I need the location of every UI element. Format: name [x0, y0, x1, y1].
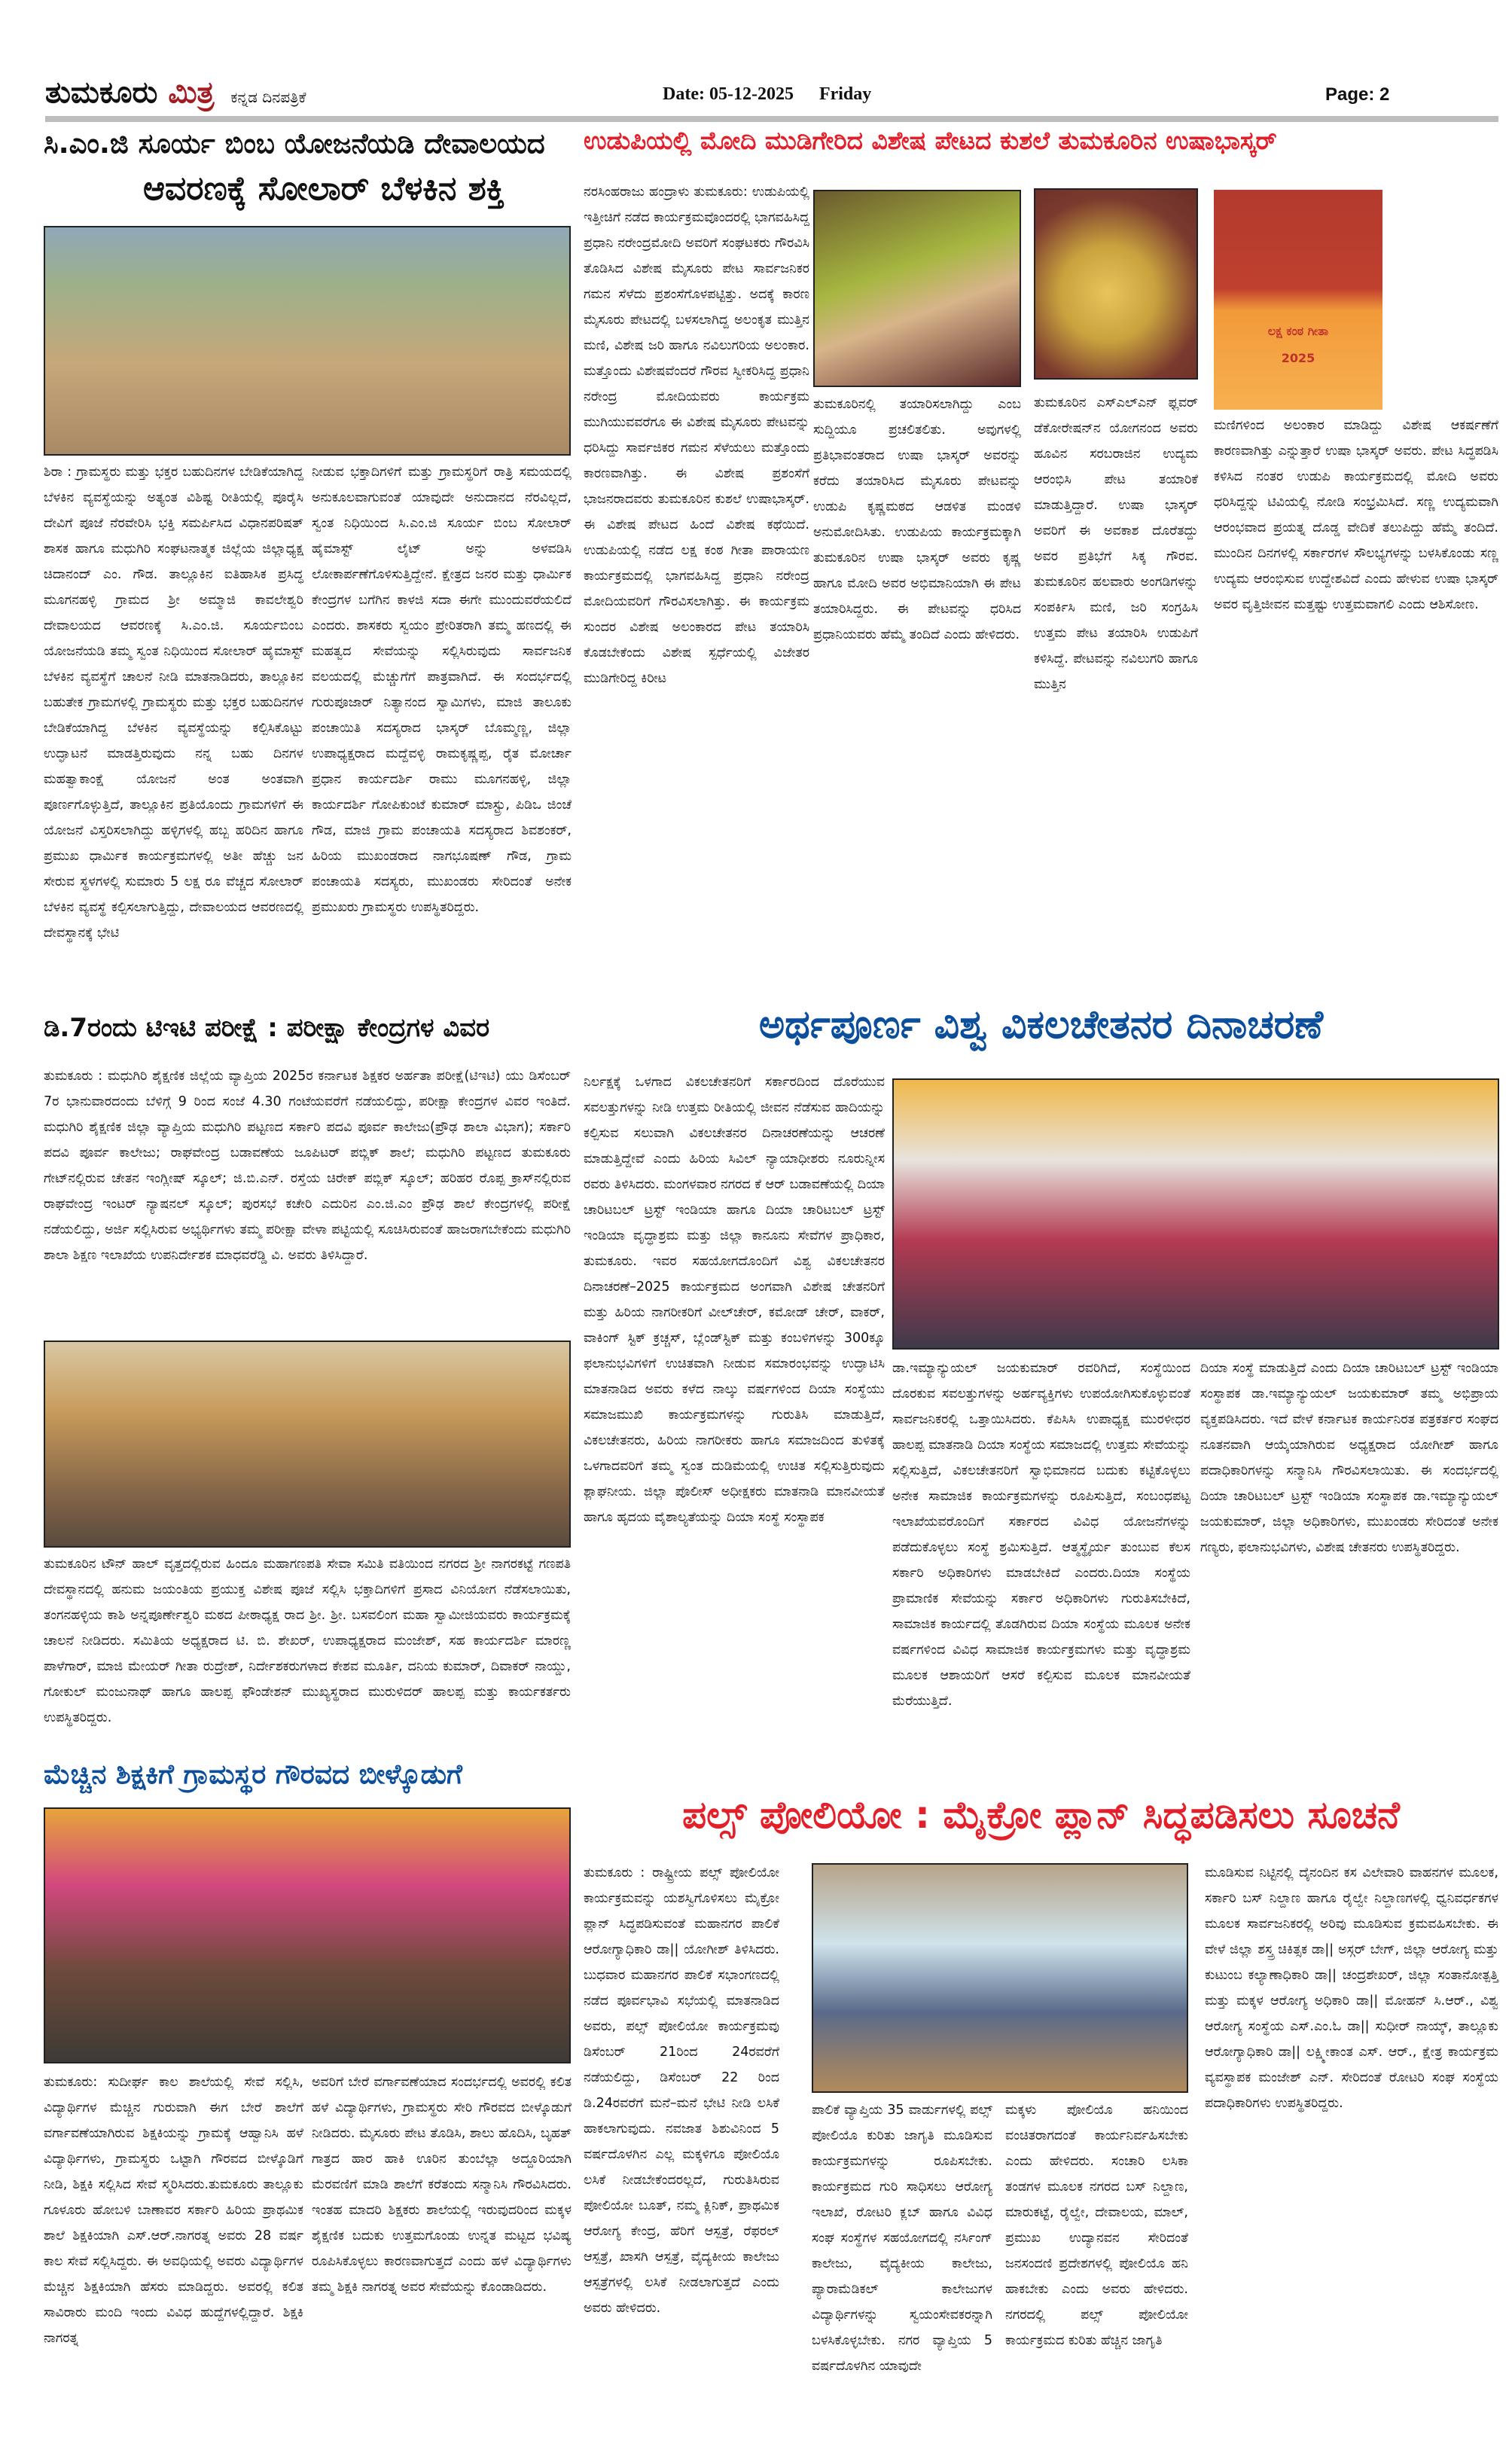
teacher-body-col2: ಅವರಿಗೆ ಬೇರೆ ವರ್ಗಾವಣೆಯಾದ ಸಂದರ್ಭದಲ್ಲಿ ಅವರಲ್ಲಿ ಕಲಿತ ಹಳೆ ವಿದ್ಯಾರ್ಥಿಗಳು, ಗ್ರಾಮಸ್ಥರು ಸೇರಿ ಗೌರವದ ಬೀಳ್ಕೊಡುಗೆ ನೀಡಿದರು. ಮೈಸೂರು ಪೇಟ ತೊಡಿಸಿ, ಶಾಲು ಹೊದಿಸಿ, ಬೃಹತ್ ಗಾತ್ರದ ಹಾರ ಹಾಕಿ ಊರಿನ ತುಂಬೆಲ್ಲಾ ಅದ್ದೂರಿಯಾಗಿ ಮೆರವಣಿಗೆ ಮಾಡಿ ಶಾಲೆಗೆ ಕರೆತಂದು ಸನ್ಮಾನಿಸಿ ಗೌರವಿಸಿದರು. ಇಂತಹ ಮಾದರಿ ಶಿಕ್ಷಕರು ಶಾಲೆಯಲ್ಲಿ ಇರುವುದರಿಂದ ಮಕ್ಕಳ ಶೈಕ್ಷಣಿಕ ಬದುಕು ಉತ್ತಮಗೊಂಡು ಉನ್ನತ ಮಟ್ಟದ ಭವಿಷ್ಯ ರೂಪಿಸಿಕೊಳ್ಳಲು ಕಾರಣವಾಗುತ್ತದೆ ಎಂದು ಹಳೆ ವಿದ್ಯಾರ್ಥಿಗಳು ತಮ್ಮ ಶಿಕ್ಷಕಿ ನಾಗರತ್ನ ಅವರ ಸೇವೆಯನ್ನು ಕೊಂಡಾಡಿದರು.	[312, 2075, 572, 2295]
polio-body-col1: ತುಮಕೂರು : ರಾಷ್ಟ್ರೀಯ ಪಲ್ಸ್ ಪೋಲಿಯೋ ಕಾರ್ಯಕ್ರಮವನ್ನು ಯಶಸ್ವಿಗೊಳಿಸಲು ಮೈಕ್ರೋ ಪ್ಲಾನ್ ಸಿದ್ಧಪಡಿಸುವಂತೆ ಮಹಾನಗರ ಪಾಲಿಕೆ ಆರೋಗ್ಯಾಧಿಕಾರಿ ಡಾ|| ಯೋಗೀಶ್ ತಿಳಿಸಿದರು. ಬುಧವಾರ ಮಹಾನಗರ ಪಾಲಿಕೆ ಸಭಾಂಗಣದಲ್ಲಿ ನಡೆದ ಪೂರ್ವಭಾವಿ ಸಭೆಯಲ್ಲಿ ಮಾತನಾಡಿದ ಅವರು, ಪಲ್ಸ್ ಪೋಲಿಯೋ ಕಾರ್ಯಕ್ರಮವು ಡಿಸೆಂಬರ್ 21ರಿಂದ 24ರವರೆಗೆ ನಡೆಯಲಿದ್ದು, ಡಿಸೆಂಬರ್ 22 ರಿಂದ ಡಿ.24ರವರೆಗೆ ಮನೆ–ಮನೆ ಭೇಟಿ ನೀಡಿ ಲಸಿಕೆ ಹಾಕಲಾಗುವುದು. ನವಜಾತ ಶಿಶುವಿನಿಂದ 5 ವರ್ಷದೊಳಗಿನ ಎಲ್ಲ ಮಕ್ಕಳಿಗೂ ಪೋಲಿಯೊ ಲಸಿಕೆ ನೀಡಬೇಕೆಂದರಲ್ಲದೆ, ಗುರುತಿಸಿರುವ ಪೋಲಿಯೋ ಬೂತ್, ನಮ್ಮ ಕ್ಲಿನಿಕ್, ಪ್ರಾಥಮಿಕ ಆರೋಗ್ಯ ಕೇಂದ್ರ, ಹೆರಿಗೆ ಆಸ್ಪತ್ರೆ, ರೆಫರಲ್ ಆಸ್ಪತ್ರೆ, ಖಾಸಗಿ ಆಸ್ಪತ್ರೆ, ವೈದ್ಯಕೀಯ ಕಾಲೇಜು ಆಸ್ಪತ್ರೆಗಳಲ್ಲಿ ಲಸಿಕೆ ನೀಡಲಾಗುತ್ತದೆ ಎಂದು ಅವರು ಹೇಳಿದರು.	[584, 1865, 779, 2316]
disabled-day-body-col3: ದಿಯಾ ಸಂಸ್ಥೆ ಮಾಡುತ್ತಿದೆ ಎಂದು ದಿಯಾ ಚಾರಿಟಬಲ್ ಟ್ರಸ್ಟ್ ಇಂಡಿಯಾ ಸಂಸ್ಥಾಪಕ ಡಾ.ಇಮ್ಯಾನ್ಯುಯಲ್ ಜಯಕುಮಾರ್ ತಮ್ಮ ಅಭಿಪ್ರಾಯ ವ್ಯಕ್ತಪಡಿಸಿದರು. ಇದೆ ವೇಳೆ ಕರ್ನಾಟಕ ಕಾರ್ಯನಿರತ ಪತ್ರಕರ್ತರ ಸಂಘದ ನೂತನವಾಗಿ ಆಯ್ಕೆಯಾಗಿರುವ ಅಧ್ಯಕ್ಷರಾದ ಯೋಗೀಶ್ ಹಾಗೂ ಪದಾಧಿಕಾರಿಗಳನ್ನು ಸನ್ಮಾನಿಸಿ ಗೌರವಿಸಲಾಯಿತು. ಈ ಸಂದರ್ಭದಲ್ಲಿ ದಿಯಾ ಚಾರಿಟಬಲ್ ಟ್ರಸ್ಟ್ ಇಂಡಿಯಾ ಸಂಸ್ಥಾಪಕ ಡಾ.ಇಮ್ಯಾನ್ಯುಯಲ್ ಜಯಕುಮಾರ್, ಜಿಲ್ಲಾ ಅಧಿಕಾರಿಗಳು, ಮುಖಂಡರು ಸೇರಿದಂತೆ ಅನೇಕ ಗಣ್ಯರು, ಫಲಾನುಭವಿಗಳು, ವಿಶೇಷ ಚೇತನರು ಉಪಸ್ಥಿತರಿದ್ದರು.	[1200, 1361, 1498, 1555]
issue-day: Friday	[818, 84, 872, 104]
usha-bhaskar-photo	[813, 190, 1021, 387]
masthead-logo	[45, 75, 306, 110]
polio-headline: ಪಲ್ಸ್ ಪೋಲಿಯೋ : ಮೈಕ್ರೋ ಪ್ಲಾನ್ ಸಿದ್ಧಪಡಿಸಲು ಸೂಚನೆ	[682, 1793, 1400, 1837]
peta-body-col3: ತುಮಕೂರಿನ ಎಸ್‌ಎಲ್‌ಎನ್ ಫ್ಲವರ್ ಡೆಕೋರೇಷನ್‌ನ ಯೋಗನಂದ ಅವರು ಹೂವಿನ ಸರಬರಾಜಿನ ಉದ್ಯಮ ಆರಂಭಿಸಿ ಪೇಟ ತಯಾರಿಕೆ ಮಾಡುತ್ತಿದ್ದಾರೆ. ಉಷಾ ಭಾಸ್ಕರ್ ಅವರಿಗೆ ಈ ಅವಕಾಶ ದೊರೆತದ್ದು ಅವರ ಪ್ರತಿಭೆಗೆ ಸಿಕ್ಕ ಗೌರವ. ತುಮಕೂರಿನ ಹಲವಾರು ಅಂಗಡಿಗಳನ್ನು ಸಂಪರ್ಕಿಸಿ ಮಣಿ, ಜರಿ ಸಂಗ್ರಹಿಸಿ ಉತ್ತಮ ಪೇಟ ತಯಾರಿಸಿ ಉಡುಪಿಗೆ ಕಳಿಸಿದ್ದೆ. ಪೇಟವನ್ನು ನವಿಲುಗರಿ ಹಾಗೂ ಮುತ್ತಿನ	[1034, 395, 1198, 692]
teacher-body-col1: ತುಮಕೂರು: ಸುದೀರ್ಘ ಕಾಲ ಶಾಲೆಯಲ್ಲಿ ಸೇವೆ ಸಲ್ಲಿಸಿ, ವಿದ್ಯಾರ್ಥಿಗಳ ಮೆಚ್ಚಿನ ಗುರುವಾಗಿ ಈಗ ಬೇರೆ ಶಾಲೆಗೆ ವರ್ಗಾವಣೆಯಾಗಿರುವ ಶಿಕ್ಷಕಿಯನ್ನು ಗ್ರಾಮಕ್ಕೆ ಆಹ್ವಾನಿಸಿ ಹಳೆ ವಿದ್ಯಾರ್ಥಿಗಳು, ಗ್ರಾಮಸ್ಥರು ಒಟ್ಟಾಗಿ ಗೌರವದ ಬೀಳ್ಕೊಡಿಗೆ ನೀಡಿ, ಶಿಕ್ಷಕಿ ಸಲ್ಲಿಸಿದ ಸೇವೆ ಸ್ಮರಿಸಿದರು.ತುಮಕೂರು ತಾಲ್ಲೂಕು ಗೂಳೂರು ಹೋಬಳಿ ಬಾಣಾವರ ಸರ್ಕಾರಿ ಹಿರಿಯ ಪ್ರಾಥಮಿಕ ಶಾಲೆ ಶಿಕ್ಷಕಿಯಾಗಿ ಎಸ್.ಆರ್.ನಾಗರತ್ನ ಅವರು 28 ವರ್ಷ ಕಾಲ ಸೇವೆ ಸಲ್ಲಿಸಿದ್ದರು. ಈ ಅವಧಿಯಲ್ಲಿ ಅವರು ವಿದ್ಯಾರ್ಥಿಗಳ ಮೆಚ್ಚಿನ ಶಿಕ್ಷಕಿಯಾಗಿ ಹೆಸರು ಮಾಡಿದ್ದರು. ಅವರಲ್ಲಿ ಕಲಿತ ಸಾವಿರಾರು ಮಂದಿ ಇಂದು ವಿವಿಧ ಹುದ್ದೆಗಳಲ್ಲಿದ್ದಾರೆ. ಶಿಕ್ಷಕಿ ನಾಗರತ್ನ	[44, 2075, 303, 2346]
disabled-day-body-col2: ಡಾ.ಇಮ್ಯಾನ್ಯುಯಲ್ ಜಯಕುಮಾರ್ ರವರಿಗಿದೆ, ಸಂಸ್ಥೆಯಿಂದ ದೊರಕುವ ಸವಲತ್ತುಗಳನ್ನು ಅರ್ಹವ್ಯಕ್ತಿಗಳು ಉಪಯೋಗಿಸುಕೊಳ್ಳುವಂತೆ ಸಾರ್ವಜನಿಕರಲ್ಲಿ ಒತ್ತಾಯಿಸಿದರು. ಕೆಪಿಸಿಸಿ ಉಪಾಧ್ಯಕ್ಷ ಮುರಳೀಧರ ಹಾಲಪ್ಪ ಮಾತನಾಡಿ ದಿಯಾ ಸಂಸ್ಥೆಯ ಸಮಾಜದಲ್ಲಿ ಉತ್ತಮ ಸೇವೆಯನ್ನು ಸಲ್ಲಿಸುತ್ತಿದೆ, ವಿಕಲಚೇತನರಿಗೆ ಸ್ವಾಭಿಮಾನದ ಬದುಕು ಕಟ್ಟಿಕೊಳ್ಳಲು ಅನೇಕ ಸಾಮಾಜಿಕ ಕಾರ್ಯಕ್ರಮಗಳನ್ನು ರೂಪಿಸುತ್ತಿದೆ, ಸಂಬಂಧಪಟ್ಟ ಇಲಾಖೆಯವರೊಂದಿಗೆ ಸರ್ಕಾರದ ವಿವಿಧ ಯೋಜನೆಗಳನ್ನು ಪಡೆದುಕೊಳ್ಳಲು ಸಂಸ್ಥೆ ಶ್ರಮಿಸುತ್ತಿದೆ. ಆತ್ಮಸ್ಥೈರ್ಯ ತುಂಬುವ ಕೆಲಸ ಸರ್ಕಾರಿ ಅಧಿಕಾರಿಗಳು ಮಾಡಬೇಕಿದೆ ಎಂದರು.ದಿಯಾ ಸಂಸ್ಥೆಯ ಪ್ರಾಮಾಣಿಕ ಸೇವೆಯನ್ನು ಸರ್ಕಾರ ಅಧಿಕಾರಿಗಳು ಗುರುತಿಸಬೇಕಿದೆ, ಸಾಮಾಜಿಕ ಕಾರ್ಯದಲ್ಲಿ ತೊಡಗಿರುವ ದಿಯಾ ಸಂಸ್ಥೆಯ ಮೂಲಕ ಅನೇಕ ವರ್ಷಗಳಿಂದ ವಿವಿಧ ಸಾಮಾಜಿಕ ಕಾರ್ಯಕ್ರಮಗಳು ಮತ್ತು ವೃದ್ಧಾಶ್ರಮ ಮೂಲಕ ಆಶಾಯರಿಗೆ ಆಸರೆ ಕಲ್ಪಿಸುವ ಮೂಲಕ ಮಾನವೀಯತೆ ಮೆರೆಯುತ್ತಿದೆ.	[892, 1361, 1190, 1709]
podium-text-2: 2025	[1281, 351, 1315, 365]
masthead-rule	[45, 116, 1498, 122]
disabled-day-event-photo	[892, 1078, 1499, 1350]
peta-headline: ಉಡುಪಿಯಲ್ಲಿ ಮೋದಿ ಮುಡಿಗೇರಿದ ವಿಶೇಷ ಪೇಟದ ಕುಶಲೆ ತುಮಕೂರಿನ ಉಷಾಭಾಸ್ಕರ್	[584, 126, 1277, 155]
solar-body-col1: ಶಿರಾ : ಗ್ರಾಮಸ್ಥರು ಮತ್ತು ಭಕ್ತರ ಬಹುದಿನಗಳ ಬೇಡಿಕೆಯಾಗಿದ್ದ ಬೆಳಕಿನ ವ್ಯವಸ್ಥೆಯನ್ನು ಅತ್ಯಂತ ವಿಶಿಷ್ಟ ರೀತಿಯಲ್ಲಿ ಪೂರೈಸಿ ದೇವಿಗೆ ಪೂಜೆ ನೆರವೇರಿಸಿ ಭಕ್ತಿ ಸಮರ್ಪಿಸಿದ ವಿಧಾನಪರಿಷತ್ ಶಾಸಕ ಹಾಗೂ ಮಧುಗಿರಿ ಸಂಘಟನಾತ್ಮಕ ಜಿಲ್ಲೆಯ ಜಿಲ್ಲಾಧ್ಯಕ್ಷ ಚಿದಾನಂದ್ ಎಂ. ಗೌಡ. ತಾಲ್ಲೂಕಿನ ಐತಿಹಾಸಿಕ ಪ್ರಸಿದ್ಧ ಮೂಗನಹಳ್ಳಿ ಗ್ರಾಮದ ಶ್ರೀ ಅಮ್ಮಾಜಿ ಕಾವಲೇಶ್ವರಿ ದೇವಾಲಯದ ಆವರಣಕ್ಕೆ ಸಿ.ಎಂ.ಜಿ. ಸೂರ್ಯಬಿಂಬ ಯೋಜನೆಯಡಿ ತಮ್ಮ ಸ್ವಂತ ನಿಧಿಯಿಂದ ಸೋಲಾರ್ ಹೈಮಾಸ್ಟ್ ಬೆಳಕಿನ ವ್ಯವಸ್ಥೆಗೆ ಚಾಲನೆ ನೀಡಿ ಮಾತನಾಡಿದರು, ತಾಲ್ಲೂಕಿನ ಬಹುತೇಕ ಗ್ರಾಮಗಳಲ್ಲಿ ಗ್ರಾಮಸ್ಥರು ಮತ್ತು ಭಕ್ತರ ಬಹುದಿನಗಳ ಬೇಡಿಕೆಯಾಗಿದ್ದ ಬೆಳಕಿನ ವ್ಯವಸ್ಥೆಯನ್ನು ಕಲ್ಪಿಸಿಕೊಟ್ಟು ಉದ್ಘಾಟನೆ ಮಾಡತ್ತಿರುವುದು ನನ್ನ ಬಹು ದಿನಗಳ ಮಹತ್ವಾಕಾಂಕ್ಷೆ ಯೋಜನೆ ಅಂತ ಅಂತವಾಗಿ ಪೂರ್ಣಗೊಳ್ಳುತ್ತಿದೆ, ತಾಲ್ಲೂಕಿನ ಪ್ರತಿಯೊಂದು ಗ್ರಾಮಗಳಿಗೆ ಈ ಯೋಜನೆ ವಿಸ್ತರಿಸಲಾಗಿದ್ದು ಹಳ್ಳಿಗಳಲ್ಲಿ ಹಬ್ಬ ಹರಿದಿನ ಹಾಗೂ ಪ್ರಮುಖ ಧಾರ್ಮಿಕ ಕಾರ್ಯಕ್ರಮಗಳಲ್ಲಿ ಅತೀ ಹೆಚ್ಚು ಜನ ಸೇರುವ ಸ್ಥಳಗಳಲ್ಲಿ ಸುಮಾರು 5 ಲಕ್ಷ ರೂ ವೆಚ್ಚದ ಸೋಲಾರ್ ಬೆಳಕಿನ ವ್ಯವಸ್ಥೆ ಕಲ್ಪಿಸಲಾಗುತ್ತಿದ್ದು, ದೇವಾಲಯದ ಆವರಣದಲ್ಲಿ ದೇವಸ್ಥಾನಕ್ಕೆ ಭೇಟಿ	[44, 465, 303, 941]
disabled-day-body-col1: ನಿರ್ಲಕ್ಷಕ್ಕೆ ಒಳಗಾದ ವಿಕಲಚೇತನರಿಗೆ ಸರ್ಕಾರದಿಂದ ದೊರೆಯುವ ಸವಲತ್ತುಗಳನ್ನು ನೀಡಿ ಉತ್ತಮ ರೀತಿಯಲ್ಲಿ ಜೀವನ ನೆಡೆಸುವ ಹಾದಿಯನ್ನು ಕಲ್ಪಿಸುವ ಸಲುವಾಗಿ ವಿಕಲಚೇತನರ ದಿನಾಚರಣೆಯನ್ನು ಆಚರಣೆ ಮಾಡುತ್ತಿದ್ದೇವೆ ಎಂದು ಹಿರಿಯ ಸಿವಿಲ್ ನ್ಯಾಯಾಧೀಶರು ನೂರುನ್ನೀಸ ರವರು ತಿಳಿಸಿದರು. ಮಂಗಳವಾರ ನಗರದ ಕೆ ಆರ್ ಬಡಾವಣೆಯಲ್ಲಿ ದಿಯಾ ಚಾರಿಟಬಲ್ ಟ್ರಸ್ಟ್ ಇಂಡಿಯಾ ಹಾಗೂ ದಿಯಾ ಚಾರಿಟಬಲ್ ಟ್ರಸ್ಟ್ ಇಂಡಿಯಾ ವೃದ್ಧಾಶ್ರಮ ಮತ್ತು ಜಿಲ್ಲಾ ಕಾನೂನು ಸೇವೆಗಳ ಪ್ರಾಧಿಕಾರ, ತುಮಕೂರು. ಇವರ ಸಹಯೋಗದೊಂದಿಗೆ ವಿಶ್ವ ವಿಕಲಚೇತನರ ದಿನಾಚರಣೆ–2025 ಕಾರ್ಯಕ್ರಮದ ಅಂಗವಾಗಿ ವಿಶೇಷ ಚೇತನರಿಗೆ ಮತ್ತು ಹಿರಿಯ ನಾಗರೀಕರಿಗೆ ವೀಲ್‌ಚೇರ್, ಕಮೋಡ್ ಚೇರ್, ವಾಕರ್, ವಾಕಿಂಗ್ ಸ್ಟಿಕ್ ಕ್ರಚ್ಚಸ್, ಬ್ಲೆಂಡ್‌ಸ್ಟಿಕ್ ಮತ್ತು ಕಂಬಳಿಗಳನ್ನು 300ಕ್ಕೂ ಫಲಾನುಭವಿಗಳಿಗೆ ಉಚಿತವಾಗಿ ನೀಡುವ ಸಮಾರಂಭವನ್ನು ಉದ್ಘಾಟಿಸಿ ಮಾತನಾಡಿದ ಅವರು ಕಳೆದ ನಾಲ್ಕು ವರ್ಷಗಳಿಂದ ದಿಯಾ ಸಂಸ್ಥೆಯು ಸಮಾಜಮುಖಿ ಕಾರ್ಯಕ್ರಮಗಳನ್ನು ಗುರುತಿಸಿ ಮಾಡುತ್ತಿದೆ, ವಿಕಲಚೇತನರು, ಹಿರಿಯ ನಾಗರೀಕರು ಹಾಗೂ ಸಮಾಜದಿಂದ ತುಳಿತಕ್ಕೆ ಒಳಗಾದವರಿಗೆ ತಮ್ಮ ಸ್ವಂತ ದುಡಿಮೆಯಲ್ಲಿ ಉಚಿತ ಸಲ್ಲಿಸುತ್ತಿರುವುದು ಶ್ಲಾಘನೀಯ. ಜಿಲ್ಲಾ ಪೊಲೀಸ್ ಅಧೀಕ್ಷಕರು ಮಾತನಾಡಿ ಮಾನವೀಯತೆ ಹಾಗೂ ಹೃದಯ ವೈಶಾಲ್ಯತೆಯನ್ನು ದಿಯಾ ಸಂಸ್ಥೆ ಸಂಸ್ಥಾಪಕ	[584, 1075, 885, 1525]
logo-subtitle: ಕನ್ನಡ ದಿನಪತ್ರಿಕೆ	[230, 88, 306, 106]
solar-headline-1: ಸಿ.ಎಂ.ಜಿ ಸೂರ್ಯ ಬಿಂಬ ಯೋಜನೆಯಡಿ ದೇವಾಲಯದ	[44, 127, 545, 160]
solar-headline-2: ಆವರಣಕ್ಕೆ ಸೋಲಾರ್ ಬೆಳಕಿನ ಶಕ್ತಿ	[142, 169, 505, 208]
podium-text-1: ಲಕ್ಷ ಕಂಠ ಗೀತಾ	[1267, 324, 1329, 338]
tet-body: ತುಮಕೂರು : ಮಧುಗಿರಿ ಶೈಕ್ಷಣಿಕ ಜಿಲ್ಲೆಯ ವ್ಯಾಪ್ತಿಯ 2025ರ ಕರ್ನಾಟಕ ಶಿಕ್ಷಕರ ಅರ್ಹತಾ ಪರೀಕ್ಷೆ(ಟಿಇಟಿ) ಯು ಡಿಸೆಂಬರ್ 7ರ ಭಾನುವಾರದಂದು ಬೆಳಿಗ್ಗೆ 9 ರಿಂದ ಸಂಜೆ 4.30 ಗಂಟೆಯವರೆಗೆ ನಡೆಯಲಿದ್ದು, ಪರೀಕ್ಷಾ ಕೇಂದ್ರಗಳ ವಿವರ ಇಂತಿದೆ. ಮಧುಗಿರಿ ಶೈಕ್ಷಣಿಕ ಜಿಲ್ಲಾ ವ್ಯಾಪ್ತಿಯ ಮಧುಗಿರಿ ಪಟ್ಟಣದ ಸರ್ಕಾರಿ ಪದವಿ ಪೂರ್ವ ಕಾಲೇಜು(ಪ್ರೌಢ ಶಾಲಾ ವಿಭಾಗ); ಸರ್ಕಾರಿ ಪದವಿ ಪೂರ್ವ ಕಾಲೇಜು; ರಾಘವೇಂದ್ರ ಬಡಾವಣೆಯ ಜೂಪಿಟರ್ ಪಬ್ಲಿಕ್ ಶಾಲೆ; ಮಧುಗಿರಿ ಪಟ್ಟಣದ ತುಮಕೂರು ಗೇಟ್‌ನಲ್ಲಿರುವ ಚೇತನ ಇಂಗ್ಲೀಷ್ ಸ್ಕೂಲ್; ಜಿ.ಬಿ.ಎನ್. ರಸ್ತೆಯ ಚಿರೇಕ್ ಪಬ್ಲಿಕ್ ಸ್ಕೂಲ್; ಹರಿಹರ ರೊಪ್ಪ ಕ್ರಾಸ್‌ನಲ್ಲಿರುವ ರಾಘವೇಂದ್ರ ಇಂಟರ್ ನ್ಯಾಷನಲ್ ಸ್ಕೂಲ್; ಪುರಸಭೆ ಕಚೇರಿ ಎದುರಿನ ಎಂ.ಜಿ.ಎಂ ಪ್ರೌಢ ಶಾಲೆ ಕೇಂದ್ರಗಳಲ್ಲಿ ಪರೀಕ್ಷೆ ನಡೆಯಲಿದ್ದು, ಅರ್ಜಿ ಸಲ್ಲಿಸಿರುವ ಅಭ್ಯರ್ಥಿಗಳು ತಮ್ಮ ಪರೀಕ್ಷಾ ವೇಳಾ ಪಟ್ಟಿಯಲ್ಲಿ ಸೂಚಿಸಿರುವಂತೆ ಹಾಜರಾಗಬೇಕೆಂದು ಮಧುಗಿರಿ ಶಾಲಾ ಶಿಕ್ಷಣ ಇಲಾಖೆಯ ಉಪನಿರ್ದೇಶಕ ಮಾಧವರೆಡ್ಡಿ ವಿ. ಅವರು ತಿಳಿಸಿದ್ದಾರೆ.	[44, 1069, 571, 1263]
solar-event-photo	[44, 226, 571, 456]
tet-headline: ಡಿ.7ರಂದು ಟಿಇಟಿ ಪರೀಕ್ಷೆ : ಪರೀಕ್ಷಾ ಕೇಂದ್ರಗಳ ವಿವರ	[44, 1013, 490, 1043]
page-number: Page: 2	[1325, 84, 1390, 105]
peta-turban-photo	[1034, 188, 1198, 380]
hanuma-body: ತುಮಕೂರಿನ ಟೌನ್ ಹಾಲ್ ವೃತ್ತದಲ್ಲಿರುವ ಹಿಂದೂ ಮಹಾಗಣಪತಿ ಸೇವಾ ಸಮಿತಿ ವತಿಯಿಂದ ನಗರದ ಶ್ರೀ ನಾಗರಕಟ್ಟೆ ಗಣಪತಿ ದೇವಸ್ಥಾನದಲ್ಲಿ ಹನುಮ ಜಯಂತಿಯ ಪ್ರಯುಕ್ತ ವಿಶೇಷ ಪೂಜೆ ಸಲ್ಲಿಸಿ ಭಕ್ತಾದಿಗಳಿಗೆ ಪ್ರಸಾದ ವಿನಿಯೋಗ ನೆಡೆಸಲಾಯಿತು, ತಂಗನಹಳ್ಳಿಯ ಕಾಶಿ ಅನ್ನಪೂರ್ಣೇಶ್ವರಿ ಮಠದ ಪೀಠಾಧ್ಯಕ್ಷ ರಾದ ಶ್ರೀ. ಶ್ರೀ. ಬಸವಲಿಂಗ ಮಹಾ ಸ್ವಾಮೀಜಿಯವರು ಕಾರ್ಯಕ್ರಮಕ್ಕೆ ಚಾಲನೆ ನೀಡಿದರು. ಸಮಿತಿಯ ಅಧ್ಯಕ್ಷರಾದ ಟಿ. ಬಿ. ಶೇಖರ್, ಉಪಾಧ್ಯಕ್ಷರಾದ ಮಂಜೇಶ್, ಸಹ ಕಾರ್ಯದರ್ಶಿ ಮಾರಣ್ಣ ಪಾಳೆಗಾರ್, ಮಾಜಿ ಮೇಯರ್ ಗೀತಾ ರುದ್ರೇಶ್, ನಿರ್ದೇಶಕರುಗಳಾದ ಕೇಶವ ಮೂರ್ತಿ, ದನಿಯ ಕುಮಾರ್, ದಿವಾಕರ್ ನಾಯ್ಡು, ಗೋಕುಲ್ ಮಂಜುನಾಥ್ ಹಾಗೂ ಹಾಲಪ್ಪ ಫೌಂಡೇಶನ್ ಮುಖ್ಯಸ್ಥರಾದ ಮುರುಳಿದರ್ ಹಾಲಪ್ಪ ಮತ್ತು ಕಾರ್ಯಕರ್ತರು ಉಪಸ್ಥಿತರಿದ್ದರು.	[44, 1557, 571, 1725]
peta-body-col1: ನರಸಿಂಹರಾಜು ಹಂದ್ರಾಳು ತುಮಕೂರು: ಉಡುಪಿಯಲ್ಲಿ ಇತ್ತೀಚಿಗೆ ನಡೆದ ಕಾರ್ಯಕ್ರಮವೊಂದರಲ್ಲಿ ಭಾಗವಹಿಸಿದ್ದ ಪ್ರಧಾನಿ ನರೇಂದ್ರಮೋದಿ ಅವರಿಗೆ ಸಂಘಟಕರು ಗೌರವಿಸಿ ತೊಡಿಸಿದ ವಿಶೇಷ ಮೈಸೂರು ಪೇಟ ಸಾರ್ವಜನಿಕರ ಗಮನ ಸೆಳೆದು ಪ್ರಶಂಸೆಗೊಳಪಟ್ಟಿತ್ತು. ಅದಕ್ಕೆ ಕಾರಣ ಮೈಸೂರು ಪೇಟದಲ್ಲಿ ಬಳಸಲಾಗಿದ್ದ ಅಲಂಕೃತ ಮುತ್ತಿನ ಮಣಿ, ವಿಶೇಷ ಜರಿ ಹಾಗೂ ನವಿಲುಗರಿಯ ಅಲಂಕಾರ. ಮತ್ತೊಂದು ವಿಶೇಷವೆಂದರೆ ಗೌರವ ಸ್ವೀಕರಿಸಿದ್ದ ಪ್ರಧಾನಿ ನರೇಂದ್ರ ಮೋದಿಯವರು ಕಾರ್ಯಕ್ರಮ ಮುಗಿಯುವವರೆಗೂ ಈ ವಿಶೇಷ ಮೈಸೂರು ಪೇಟವನ್ನು ಧರಿಸಿದ್ದು ಸಾರ್ವಜಿಕರ ಗಮನ ಸೆಳೆಯಲು ಮತ್ತೊಂದು ಕಾರಣವಾಗಿತ್ತು. ಈ ವಿಶೇಷ ಪ್ರಶಂಸೆಗೆ ಭಾಜನರಾದವರು ತುಮಕೂರಿನ ಕುಶಲೆ ಉಷಾಭಾಸ್ಕರ್. ಈ ವಿಶೇಷ ಪೇಟದ ಹಿಂದೆ ವಿಶೇಷ ಕಥೆಯಿದೆ. ಉಡುಪಿಯಲ್ಲಿ ನಡೆದ ಲಕ್ಷ ಕಂಠ ಗೀತಾ ಪಾರಾಯಣ ಕಾರ್ಯಕ್ರಮದಲ್ಲಿ ಭಾಗವಹಿಸಿದ್ದ ಪ್ರಧಾನಿ ನರೇಂದ್ರ ಮೋದಿಯವರಿಗೆ ಗೌರವಿಸಲಾಗಿತ್ತು. ಈ ಕಾರ್ಯಕ್ರಮ ಸುಂದರ ವಿಶೇಷ ಅಲಂಕಾರದ ಪೇಟ ತಯಾರಿಸಿ ಕೊಡಬೇಕೆಂದು ವಿಶೇಷ ಸ್ಪರ್ಧೆಯಲ್ಲಿ ವಿಜೇತರ ಮುಡಿಗೇರಿದ್ದ ಕಿರೀಟ	[584, 185, 809, 686]
logo-part-2: ಮಿತ್ರ	[168, 75, 215, 110]
polio-body-col4: ಮೂಡಿಸುವ ನಿಟ್ಟಿನಲ್ಲಿ ದೈನಂದಿನ ಕಸ ವಿಲೇವಾರಿ ವಾಹನಗಳ ಮೂಲಕ, ಸರ್ಕಾರಿ ಬಸ್ ನಿಲ್ದಾಣ ಹಾಗೂ ರೈಲ್ವೇ ನಿಲ್ದಾಣಗಳಲ್ಲಿ ಧ್ವನಿವರ್ಧಕಗಳ ಮೂಲಕ ಸಾರ್ವಜನಿಕರಲ್ಲಿ ಅರಿವು ಮೂಡಿಸುವ ಕ್ರಮವಹಿಸಬೇಕು. ಈ ವೇಳೆ ಜಿಲ್ಲಾ ಶಸ್ತ್ರ ಚಿಕಿತ್ಸಕ ಡಾ|| ಅಸ್ಗರ್ ಬೇಗ್, ಜಿಲ್ಲಾ ಆರೋಗ್ಯ ಮತ್ತು ಕುಟುಂಬ ಕಲ್ಯಾಣಾಧಿಕಾರಿ ಡಾ|| ಚಂದ್ರಶೇಖರ್, ಜಿಲ್ಲಾ ಸಂತಾನೋತ್ಪತ್ತಿ ಮತ್ತು ಮಕ್ಕಳ ಆರೋಗ್ಯ ಅಧಿಕಾರಿ ಡಾ|| ಮೋಹನ್ ಸಿ.ಆರ್., ವಿಶ್ವ ಆರೋಗ್ಯ ಸಂಸ್ಥೆಯ ಎಸ್.ಎಂ.ಓ ಡಾ|| ಸುಧೀರ್ ನಾಯ್ಕ್, ತಾಲ್ಲೂಕು ಆರೋಗ್ಯಾಧಿಕಾರಿ ಡಾ|| ಲಕ್ಷ್ಮೀಕಾಂತ ಎಸ್. ಆರ್., ಕ್ಷೇತ್ರ ಕಾರ್ಯಕ್ರಮ ವ್ಯವಸ್ಥಾಪಕ ಮಂಜೇಶ್ ಎನ್. ಸೇರಿದಂತೆ ರೋಟರಿ ಸಂಘ ಸಂಸ್ಥೆಯ ಪದಾಧಿಕಾರಿಗಳು ಉಪಸ್ಥಿತರಿದ್ದರು.	[1205, 1865, 1498, 2111]
teacher-farewell-photo	[44, 1807, 571, 2063]
issue-date: Date: 05-12-2025	[663, 84, 794, 104]
modi-podium-photo	[1214, 190, 1382, 410]
polio-body-col3: ಮಕ್ಕಳು ಪೋಲಿಯೊ ಹನಿಯಿಂದ ವಂಚಿತರಾಗದಂತೆ ಕಾರ್ಯನಿರ್ವಹಿಸಬೇಕು ಎಂದು ಹೇಳಿದರು. ಸಂಚಾರಿ ಲಸಿಕಾ ತಂಡಗಳ ಮೂಲಕ ನಗರದ ಬಸ್ ನಿಲ್ದಾಣ, ಮಾರುಕಟ್ಟೆ, ರೈಲ್ವೇ, ದೇವಾಲಯ, ಮಾಲ್, ಪ್ರಮುಖ ಉದ್ಯಾನವನ ಸೇರಿದಂತೆ ಜನಸಂದಣಿ ಪ್ರದೇಶಗಳಲ್ಲಿ ಪೋಲಿಯೊ ಹನಿ ಹಾಕಬೇಕು ಎಂದು ಅವರು ಹೇಳಿದರು. ನಗರದಲ್ಲಿ ಪಲ್ಸ್ ಪೋಲಿಯೋ ಕಾರ್ಯಕ್ರಮದ ಕುರಿತು ಹೆಚ್ಚಿನ ಜಾಗೃತಿ	[1005, 2103, 1188, 2348]
solar-body-col2: ನೀಡುವ ಭಕ್ತಾದಿಗಳಿಗೆ ಮತ್ತು ಗ್ರಾಮಸ್ಥರಿಗೆ ರಾತ್ರಿ ಸಮಯದಲ್ಲಿ ಅನುಕೂಲವಾಗುವಂತೆ ಯಾವುದೇ ಅನುದಾನದ ನೆರವಿಲ್ಲದೆ, ಸ್ವಂತ ನಿಧಿಯಿಂದ ಸಿ.ಎಂ.ಜಿ ಸೂರ್ಯ ಬಿಂಬ ಸೋಲಾರ್ ಹೈಮಾಸ್ಟ್ ಲೈಟ್ ಅನ್ನು ಅಳವಡಿಸಿ ಲೋಕಾರ್ಪಣೆಗೊಳಿಸುತ್ತಿದ್ದೇನೆ. ಕ್ಷೇತ್ರದ ಜನರ ಮತ್ತು ಧಾರ್ಮಿಕ ಕೇಂದ್ರಗಳ ಬಗೆಗಿನ ಕಾಳಜಿ ಸದಾ ಈಗೇ ಮುಂದುವರೆಯಲಿದೆ ಎಂದರು. ಶಾಸಕರು ಸ್ವಯಂ ಪ್ರೇರಿತರಾಗಿ ತಮ್ಮ ಹಣದಲ್ಲಿ ಈ ಮಹತ್ವದ ಸೇವೆಯನ್ನು ಸಲ್ಲಿಸಿರುವುದು ಸಾರ್ವಜನಿಕ ವಲಯದಲ್ಲಿ ಮೆಚ್ಚುಗೆಗೆ ಪಾತ್ರವಾಗಿದೆ. ಈ ಸಂದರ್ಭದಲ್ಲಿ ಗುರುಪೂಜಾರ್ ನಿತ್ಯಾನಂದ ಸ್ವಾಮಿಗಳು, ಮಾಜಿ ತಾಲೂಕು ಪಂಚಾಯಿತಿ ಸದಸ್ಯರಾದ ಭಾಸ್ಕರ್ ಬೊಮ್ಮಣ್ಣ, ಜಿಲ್ಲಾ ಉಪಾಧ್ಯಕ್ಷರಾದ ಮದ್ದೆವಳ್ಳಿ ರಾಮಕೃಷ್ಣಪ್ಪ, ರೈತ ಮೋರ್ಚಾ ಪ್ರಧಾನ ಕಾರ್ಯದರ್ಶಿ ರಾಮು ಮೂಗನಹಳ್ಳಿ, ಜಿಲ್ಲಾ ಕಾರ್ಯದರ್ಶಿ ಗೋಪಿಕುಂಟೆ ಕುಮಾರ್ ಮಾಸ್ಟ್ರು, ಪಿಡಿಒ ಜಿಂಚೆ ಗೌಡ, ಮಾಜಿ ಗ್ರಾಮ ಪಂಚಾಯತಿ ಸದಸ್ಯರಾದ ಶಿವಶಂಕರ್, ಹಿರಿಯ ಮುಖಂಡರಾದ ನಾಗಭೂಷಣ್ ಗೌಡ, ಗ್ರಾಮ ಪಂಚಾಯತಿ ಸದಸ್ಯರು, ಮುಖಂಡರು ಸೇರಿದಂತೆ ಅನೇಕ ಪ್ರಮುಖರು ಗ್ರಾಮಸ್ಥರು ಉಪಸ್ಥಿತರಿದ್ದರು.	[312, 465, 572, 915]
dateline	[663, 84, 892, 105]
logo-part-1: ತುಮಕೂರು	[45, 75, 158, 110]
polio-body-col2: ಪಾಲಿಕೆ ವ್ಯಾಪ್ತಿಯ 35 ವಾರ್ಡುಗಳಲ್ಲಿ ಪಲ್ಸ್ ಪೋಲಿಯೊ ಕುರಿತು ಜಾಗೃತಿ ಮೂಡಿಸುವ ಕಾರ್ಯಕ್ರಮಗಳನ್ನು ರೂಪಿಸಬೇಕು. ಕಾರ್ಯಕ್ರಮದ ಗುರಿ ಸಾಧಿಸಲು ಆರೋಗ್ಯ ಇಲಾಖೆ, ರೋಟರಿ ಕ್ಲಬ್ ಹಾಗೂ ವಿವಿಧ ಸಂಘ ಸಂಸ್ಥೆಗಳ ಸಹಯೋಗದಲ್ಲಿ ನರ್ಸಿಂಗ್ ಕಾಲೇಜು, ವೈದ್ಯಕೀಯ ಕಾಲೇಜು, ಪ್ಯಾರಾಮೆಡಿಕಲ್ ಕಾಲೇಜುಗಳ ವಿದ್ಯಾರ್ಥಿಗಳನ್ನು ಸ್ವಯಂಸೇವಕರನ್ನಾಗಿ ಬಳಸಿಕೊಳ್ಳಬೇಕು. ನಗರ ವ್ಯಾಪ್ತಿಯ 5 ವರ್ಷದೊಳಗಿನ ಯಾವುದೇ	[812, 2103, 992, 2374]
peta-body-col2: ತುಮಕೂರಿನಲ್ಲಿ ತಯಾರಿಸಲಾಗಿದ್ದು ಎಂಬ ಸುದ್ದಿಯೂ ಪ್ರಚಲಿತಲಿತು. ಅವುಗಳಲ್ಲಿ ಪ್ರತಿಭಾವಂತರಾದ ಉಷಾ ಭಾಸ್ಕರ್ ಅವರನ್ನು ಕರೆದು ತಯಾರಿಸಿದ ಮೈಸೂರು ಪೇಟವನ್ನು ಉಡುಪಿ ಕೃಷ್ಣಮಠದ ಆಡಳಿತ ಮಂಡಳಿ ಅನುಮೋದಿಸಿತು. ಉಡುಪಿಯ ಕಾರ್ಯಕ್ರಮಕ್ಕಾಗಿ ತುಮಕೂರಿನ ಉಷಾ ಭಾಸ್ಕರ್ ಅವರು ಕೃಷ್ಣ ಹಾಗೂ ಮೋದಿ ಅವರ ಅಭಿಮಾನಿಯಾಗಿ ಈ ಪೇಟ ತಯಾರಿಸಿದ್ದರು. ಈ ಪೇಟವನ್ನು ಧರಿಸಿದ ಪ್ರಧಾನಿಯವರು ಹೆಮ್ಮೆ ತಂದಿದೆ ಎಂದು ಹೇಳಿದರು.	[813, 397, 1021, 642]
hanuma-jayanthi-photo	[44, 1341, 571, 1548]
disabled-day-headline: ಅರ್ಥಪೂರ್ಣ ವಿಶ್ವ ವಿಕಲಚೇತನರ ದಿನಾಚರಣೆ	[758, 1002, 1324, 1048]
teacher-headline: ಮೆಚ್ಚಿನ ಶಿಕ್ಷಕಿಗೆ ಗ್ರಾಮಸ್ಥರ ಗೌರವದ ಬೀಳ್ಕೊಡುಗೆ	[44, 1759, 462, 1790]
polio-meeting-photo	[812, 1863, 1188, 2093]
peta-body-col4: ಮಣಿಗಳಿಂದ ಅಲಂಕಾರ ಮಾಡಿದ್ದು ವಿಶೇಷ ಆಕರ್ಷಣೆಗೆ ಕಾರಣವಾಗಿತ್ತು ಎನ್ನುತ್ತಾರೆ ಉಷಾ ಭಾಸ್ಕರ್ ಅವರು. ಪೇಟ ಸಿದ್ಧಪಡಿಸಿ ಕಳಿಸಿದ ನಂತರ ಉಡುಪಿ ಕಾರ್ಯಕ್ರಮದಲ್ಲಿ ಮೋದಿ ಅವರು ಧರಿಸಿದ್ದನ್ನು ಟಿವಿಯಲ್ಲಿ ನೋಡಿ ಸಂಭ್ರಮಿಸಿದೆ. ಸಣ್ಣ ಉದ್ಯಮವಾಗಿ ಆರಂಭವಾದ ಪ್ರಯತ್ನ ದೊಡ್ಡ ವೇದಿಕೆ ತಲುಪಿದ್ದು ಹೆಮ್ಮೆ ತಂದಿದೆ. ಮುಂದಿನ ದಿನಗಳಲ್ಲಿ ಸರ್ಕಾರಗಳ ಸೌಲಭ್ಯಗಳನ್ನು ಬಳಸಿಕೊಂಡು ಸಣ್ಣ ಉದ್ಯಮ ಆರಂಭಿಸುವ ಉದ್ದೇಶವಿದೆ ಎಂದು ಹೇಳುವ ಉಷಾ ಭಾಸ್ಕರ್ ಅವರ ವೃತ್ತಿಜೀವನ ಮತ್ತಷ್ಟು ಉತ್ತಮವಾಗಲಿ ಎಂದು ಆಶಿಸೋಣ.	[1214, 418, 1498, 612]
